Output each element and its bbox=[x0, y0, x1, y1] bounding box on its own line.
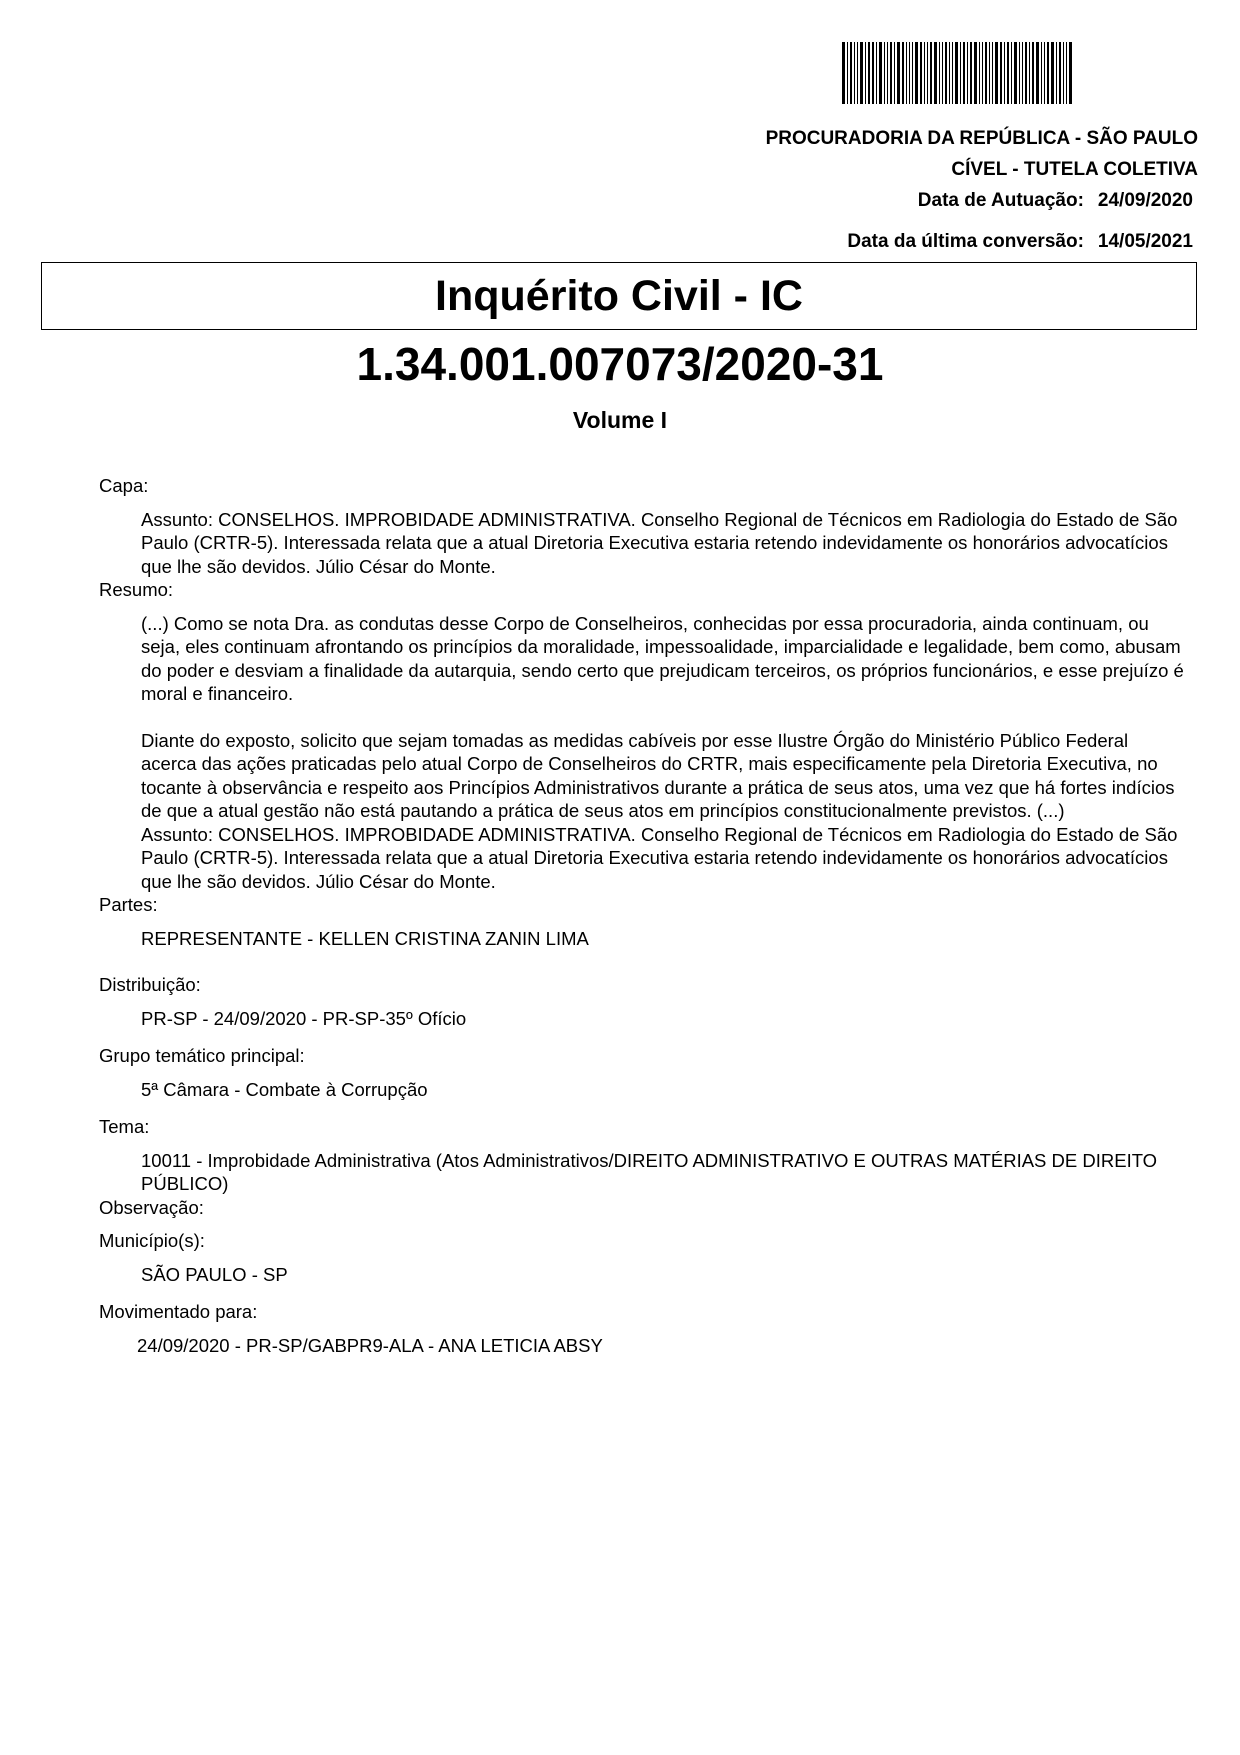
tema-text: 10011 - Improbidade Administrativa (Atos Administrativos/DIREITO ADMINISTRATIVO E OUTRAS MATÉRIAS DE DIREITO PÚBLICO) bbox=[141, 1149, 1158, 1194]
barcode-bar bbox=[974, 42, 977, 104]
barcode-bar bbox=[955, 42, 958, 104]
barcode-bar bbox=[872, 42, 874, 104]
barcode-bar bbox=[906, 42, 907, 104]
distribuicao-label: Distribuição: bbox=[99, 974, 201, 995]
partes-text: REPRESENTANTE - KELLEN CRISTINA ZANIN LIMA bbox=[141, 927, 589, 949]
document-body bbox=[99, 474, 1184, 1357]
barcode-bar bbox=[915, 42, 918, 104]
autuacao-date bbox=[918, 190, 1193, 212]
capa-text: Assunto: CONSELHOS. IMPROBIDADE ADMINISTRATIVA. Conselho Regional de Técnicos em Radiologia do Estado de São Paulo (CRTR-5). Interessada relata que a atual Diretoria Executiva estaria retendo indevidamente os honorários advocatícios que lhe são devidos. Júlio César do Monte. bbox=[141, 508, 1178, 577]
barcode-bar bbox=[982, 42, 983, 104]
barcode-bar bbox=[1066, 42, 1067, 104]
barcode-bar bbox=[942, 42, 943, 104]
barcode-bar bbox=[865, 42, 866, 104]
barcode-bar bbox=[847, 42, 848, 104]
barcode-bar bbox=[902, 42, 904, 104]
barcode-bar bbox=[1014, 42, 1017, 104]
resumo-paragraph-2: Diante do exposto, solicito que sejam tomadas as medidas cabíveis por esse Ilustre Órgão do Ministério Público Federal acerca das ações praticadas pelo atual Corpo de Conselheiros do CRTR, mais especificamente pela Diretoria Executiva, no tocante à observância e respeito aos Princípios Administrativos durante a prática de seus atos, uma vez que há fortes indícios de que a atual gestão não está pautando a prática de seus atos em princípios constitucionalmente previstos. (...) bbox=[141, 729, 1175, 821]
barcode-bar bbox=[1011, 42, 1012, 104]
division-header: CÍVEL - TUTELA COLETIVA bbox=[951, 159, 1198, 180]
barcode-bar bbox=[995, 42, 998, 104]
barcode-bar bbox=[1047, 42, 1049, 104]
capa-label: Capa: bbox=[99, 475, 149, 496]
organization-header: PROCURADORIA DA REPÚBLICA - SÃO PAULO bbox=[765, 128, 1198, 149]
document-title: Inquérito Civil - IC bbox=[41, 262, 1197, 330]
resumo-paragraph-1: (...) Como se nota Dra. as condutas desse Corpo de Conselheiros, conhecidas por essa procuradoria, ainda continuam, ou seja, eles continuam afrontando os princípios da moralidade, impessoalidade, imparcialidade e legalidade, bem como, abusam do poder e desviam a finalidade da autarquia, sendo certo que prejudicam terceiros, os próprios funcionários, e esse prejuízo é moral e financeiro. bbox=[141, 612, 1184, 704]
barcode-bar bbox=[1000, 42, 1002, 104]
barcode-bar bbox=[970, 42, 972, 104]
autuacao-label: Data de Autuação: bbox=[917, 190, 1084, 211]
barcode-bar bbox=[1044, 42, 1045, 104]
barcode-bar bbox=[1025, 42, 1027, 104]
barcode-bar bbox=[963, 42, 965, 104]
barcode-bar bbox=[842, 42, 845, 104]
barcode-bar bbox=[985, 42, 987, 104]
barcode-bar bbox=[924, 42, 925, 104]
barcode-bar bbox=[930, 42, 932, 104]
grupo-tematico-text: 5ª Câmara - Combate à Corrupção bbox=[141, 1078, 428, 1100]
document-number: 1.34.001.007073/2020-31 bbox=[356, 338, 884, 390]
distribuicao-text: PR-SP - 24/09/2020 - PR-SP-35º Ofício bbox=[141, 1007, 467, 1029]
barcode-bar bbox=[1059, 42, 1061, 104]
barcode-bar bbox=[909, 42, 910, 104]
conversao-date bbox=[847, 231, 1193, 253]
conversao-value: 14/05/2021 bbox=[1097, 231, 1193, 252]
barcode-bar bbox=[912, 42, 913, 104]
partes-label: Partes: bbox=[99, 894, 158, 915]
barcode bbox=[842, 42, 1190, 104]
barcode-bar bbox=[1029, 42, 1030, 104]
barcode-bar bbox=[920, 42, 922, 104]
municipio-text: SÃO PAULO - SP bbox=[141, 1263, 288, 1285]
observacao-label: Observação: bbox=[99, 1196, 204, 1218]
barcode-bar bbox=[890, 42, 892, 104]
barcode-bar bbox=[927, 42, 928, 104]
barcode-bar bbox=[1019, 42, 1020, 104]
barcode-bar bbox=[1007, 42, 1009, 104]
resumo-paragraph-3: Assunto: CONSELHOS. IMPROBIDADE ADMINISTRATIVA. Conselho Regional de Técnicos em Radiologia do Estado de São Paulo (CRTR-5). Interessada relata que a atual Diretoria Executiva estaria retendo indevidamente os honorários advocatícios que lhe são devidos. Júlio César do Monte. bbox=[141, 823, 1178, 892]
barcode-bar bbox=[887, 42, 888, 104]
barcode-bar bbox=[989, 42, 990, 104]
resumo-label: Resumo: bbox=[99, 579, 174, 600]
barcode-bar bbox=[1041, 42, 1042, 104]
barcode-bar bbox=[894, 42, 895, 104]
barcode-bar bbox=[1069, 42, 1072, 104]
barcode-bar bbox=[949, 42, 950, 104]
barcode-bar bbox=[945, 42, 947, 104]
municipio-label: Município(s): bbox=[99, 1230, 205, 1251]
barcode-bar bbox=[979, 42, 980, 104]
barcode-bar bbox=[850, 42, 852, 104]
barcode-bar bbox=[1051, 42, 1054, 104]
barcode-bar bbox=[857, 42, 858, 104]
tema-label: Tema: bbox=[99, 1116, 150, 1137]
barcode-bar bbox=[884, 42, 885, 104]
barcode-bar bbox=[934, 42, 937, 104]
movimentado-label: Movimentado para: bbox=[99, 1301, 258, 1322]
grupo-tematico-label: Grupo temático principal: bbox=[99, 1045, 305, 1066]
barcode-bar bbox=[860, 42, 863, 104]
barcode-bar bbox=[960, 42, 961, 104]
volume-label: Volume I bbox=[572, 407, 668, 433]
barcode-bar bbox=[952, 42, 953, 104]
barcode-bar bbox=[967, 42, 968, 104]
barcode-bar bbox=[854, 42, 855, 104]
conversao-label: Data da última conversão: bbox=[847, 231, 1084, 252]
movimentado-text: 24/09/2020 - PR-SP/GABPR9-ALA - ANA LETICIA ABSY bbox=[137, 1334, 603, 1356]
barcode-bar bbox=[868, 42, 870, 104]
barcode-bar bbox=[1004, 42, 1005, 104]
barcode-bar bbox=[897, 42, 900, 104]
autuacao-value: 24/09/2020 bbox=[1097, 190, 1193, 211]
barcode-bar bbox=[1036, 42, 1039, 104]
barcode-bar bbox=[1032, 42, 1034, 104]
barcode-bar bbox=[939, 42, 940, 104]
barcode-bar bbox=[876, 42, 877, 104]
barcode-bar bbox=[1056, 42, 1057, 104]
barcode-bar bbox=[879, 42, 882, 104]
barcode-bar bbox=[1063, 42, 1064, 104]
barcode-bar bbox=[1022, 42, 1023, 104]
barcode-bar bbox=[992, 42, 993, 104]
